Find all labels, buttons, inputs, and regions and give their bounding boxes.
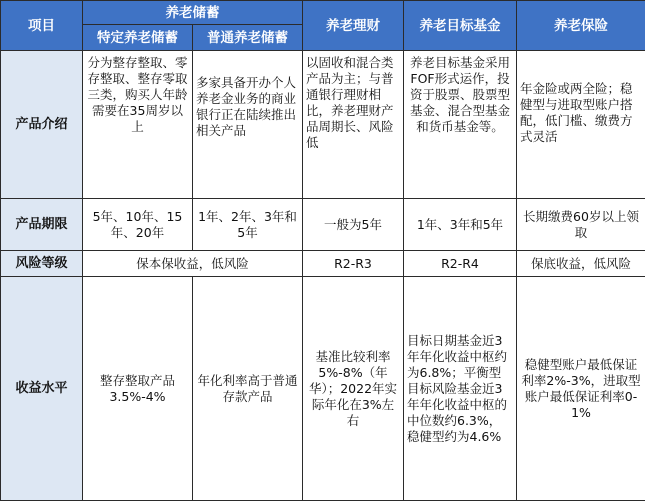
row-risk xyxy=(1,251,645,277)
row-term xyxy=(1,199,645,251)
cell-return-insurance: 稳健型账户最低保证利率2%-3%，进取型账户最低保证利率0-1% xyxy=(517,277,645,501)
header-item: 项目 xyxy=(1,1,83,51)
cell-intro-wealth: 以固收和混合类产品为主；与普通银行理财相比，养老理财产品周期长、风险低 xyxy=(303,51,404,199)
header-normal-savings: 普通养老储蓄 xyxy=(193,25,303,51)
header-special-savings: 特定养老储蓄 xyxy=(83,25,193,51)
header-target-fund: 养老目标基金 xyxy=(404,1,517,51)
cell-term-normal-savings: 1年、2年、3年和5年 xyxy=(193,199,303,251)
cell-term-special-savings: 5年、10年、15年、20年 xyxy=(83,199,193,251)
cell-intro-target-fund: 养老目标基金采用FOF形式运作，投资于股票、股票型基金、混合型基金和货币基金等。 xyxy=(404,51,517,199)
cell-term-insurance: 长期缴费60岁以上领取 xyxy=(517,199,645,251)
rowhead-term: 产品期限 xyxy=(1,199,83,251)
rowhead-intro: 产品介绍 xyxy=(1,51,83,199)
rowhead-return: 收益水平 xyxy=(1,277,83,501)
cell-return-target-fund: 目标日期基金近3年年化收益中枢约为6.8%；平衡型目标风险基金近3年年化收益中枢的中位数约6.3%，稳健型约为4.6% xyxy=(404,277,517,501)
cell-risk-savings: 保本保收益，低风险 xyxy=(83,251,303,277)
header-row-1 xyxy=(1,1,645,25)
cell-intro-normal-savings: 多家具备开办个人养老金业务的商业银行正在陆续推出相关产品 xyxy=(193,51,303,199)
cell-intro-insurance: 年金险或两全险；稳健型与进取型账户搭配，低门槛、缴费方式灵活 xyxy=(517,51,645,199)
header-insurance: 养老保险 xyxy=(517,1,645,51)
cell-return-normal-savings: 年化利率高于普通存款产品 xyxy=(193,277,303,501)
cell-return-wealth: 基准比较利率5%-8%（年华）；2022年实际年化在3%左右 xyxy=(303,277,404,501)
cell-term-target-fund: 1年、3年和5年 xyxy=(404,199,517,251)
cell-return-special-savings: 整存整取产品3.5%-4% xyxy=(83,277,193,501)
header-savings-group: 养老储蓄 xyxy=(83,1,303,25)
row-return xyxy=(1,277,645,501)
cell-risk-wealth: R2-R3 xyxy=(303,251,404,277)
row-intro xyxy=(1,51,645,199)
header-wealth: 养老理财 xyxy=(303,1,404,51)
cell-term-wealth: 一般为5年 xyxy=(303,199,404,251)
cell-risk-target-fund: R2-R4 xyxy=(404,251,517,277)
cell-risk-insurance: 保底收益，低风险 xyxy=(517,251,645,277)
rowhead-risk: 风险等级 xyxy=(1,251,83,277)
cell-intro-special-savings: 分为整存整取、零存整取、整存零取三类，购买人年龄需要在35周岁以上 xyxy=(83,51,193,199)
